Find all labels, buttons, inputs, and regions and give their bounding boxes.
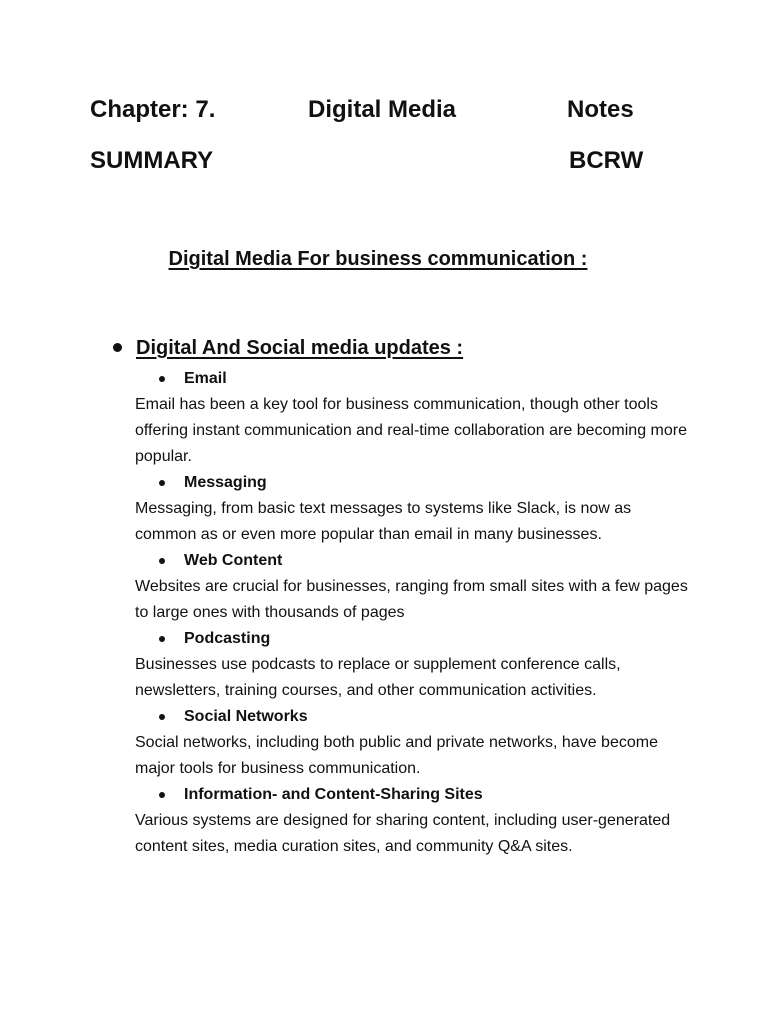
bullet-icon (159, 792, 165, 798)
bullet-icon (159, 558, 165, 564)
item-title-text: Web Content (184, 552, 283, 569)
list-item-title (135, 470, 695, 496)
bullet-icon (113, 343, 122, 352)
bullet-icon (159, 714, 165, 720)
list-item-title (135, 548, 695, 574)
section (110, 334, 710, 362)
list-item-title (135, 704, 695, 730)
item-list (135, 366, 695, 860)
chapter-number: Chapter: 7. (90, 96, 216, 123)
chapter-header-line (90, 96, 646, 124)
section-heading (110, 334, 710, 362)
item-description: Various systems are designed for sharing content, including user-generated content sites, media curation sites, and community Q&A sites. (135, 812, 671, 855)
notes-label: Notes (567, 96, 634, 123)
item-title-text: Podcasting (184, 630, 271, 647)
summary-label: SUMMARY (90, 147, 214, 174)
item-description: Social networks, including both public and private networks, have become major tools for business communication. (135, 734, 658, 777)
list-item-title (135, 782, 695, 808)
list-item-title (135, 626, 695, 652)
item-title-text: Information- and Content-Sharing Sites (184, 786, 483, 803)
item-title-text: Social Networks (184, 708, 308, 725)
item-title-text: Messaging (184, 474, 267, 491)
item-description: Email has been a key tool for business communication, though other tools offering instant communication and real-time collaboration are becoming more popular. (135, 396, 687, 465)
list-item-title (135, 366, 695, 392)
item-description: Businesses use podcasts to replace or supplement conference calls, newsletters, training courses, and other communication activities. (135, 656, 621, 699)
item-description: Websites are crucial for businesses, ranging from small sites with a few pages to large ones with thousands of pages (135, 578, 688, 621)
chapter-title: Digital Media (308, 96, 457, 123)
page-subtitle: Digital Media For business communication : (168, 248, 588, 270)
bullet-icon (159, 376, 165, 382)
item-description: Messaging, from basic text messages to systems like Slack, is now as common as or even more popular than email in many businesses. (135, 500, 632, 543)
section-heading-text: Digital And Social media updates : (136, 337, 464, 359)
course-code: BCRW (569, 147, 644, 174)
item-title-text: Email (184, 370, 227, 387)
bullet-icon (159, 636, 165, 642)
bullet-icon (159, 480, 165, 486)
summary-header-line (90, 147, 652, 175)
